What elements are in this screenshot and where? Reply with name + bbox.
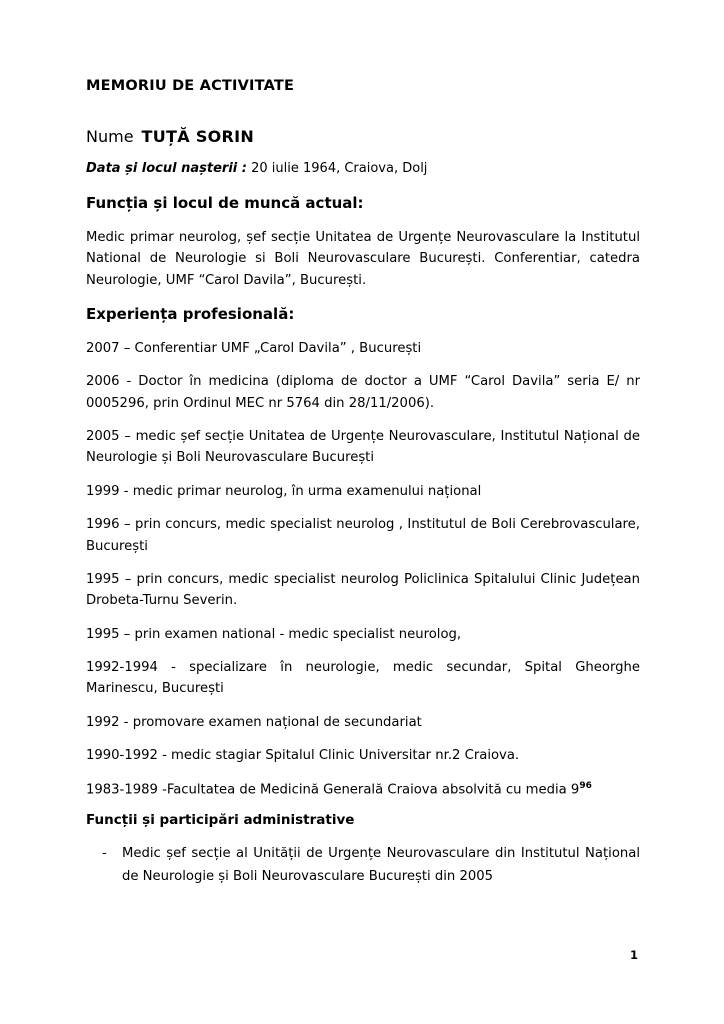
experience-entry: 1990-1992 - medic stagiar Spitalul Clinic Universitar nr.2 Craiova. [86,748,520,764]
name-label: Nume [86,127,134,147]
document-body [86,78,640,893]
position-heading: Funcția și locul de muncă actual: [86,194,364,213]
position-text: Medic primar neurolog, șef secție Unitatea de Urgențe Neurovasculare la Institutul National de Neurologie si Boli Neurovasculare București. Conferentiar, catedra Neurologie, UMF “Carol Davila”, București. [86,230,640,288]
experience-entry: 1992-1994 - specializare în neurologie, medic secundar, Spital Gheorghe Marinescu, București [86,660,640,697]
faculty-entry [86,779,640,801]
list-item-label: Medic șef secție al Unității de Urgențe Neurovasculare din Institutul Național de Neurologie și Boli Neurovasculare București din 2005 [122,846,640,884]
experience-entry: 2006 - Doctor în medicina (diploma de doctor a UMF “Carol Davila” seria E/ nr 0005296, prin Ordinul MEC nr 5764 din 28/11/2006). [86,374,640,411]
experience-entry: 1996 – prin concurs, medic specialist neurolog , Institutul de Boli Cerebrovasculare, București [86,517,640,554]
experience-entry: 2007 – Conferentiar UMF „Carol Davila” , București [86,340,422,356]
list-item [86,843,640,888]
page-number: 1 [629,948,638,962]
name-value: TUȚĂ SORIN [141,127,255,147]
faculty-entry-grade-sup: 96 [579,780,592,791]
experience-entry: 2005 – medic șef secție Unitatea de Urgențe Neurovasculare, Institutul Național de Neurologie și Boli Neurovasculare București [86,429,640,466]
birth-line [86,161,640,178]
birth-value: 20 iulie 1964, Craiova, Dolj [251,161,428,177]
experience-entry: 1995 – prin examen national - medic specialist neurolog, [86,626,462,642]
admin-list [86,843,640,888]
page-title: MEMORIU DE ACTIVITATE [86,78,295,94]
experience-entry: 1992 - promovare examen național de secundariat [86,714,422,730]
admin-heading: Funcții și participări administrative [86,812,355,829]
name-line [86,127,640,147]
dash-bullet-icon: - [102,846,107,862]
experience-entry: 1999 - medic primar neurolog, în urma examenului național [86,483,482,499]
experience-heading: Experiența profesională: [86,305,295,324]
experience-entry: 1995 – prin concurs, medic specialist neurolog Policlinica Spitalului Clinic Județean Drobeta-Turnu Severin. [86,571,640,609]
faculty-entry-text: 1983-1989 -Facultatea de Medicină Generală Craiova absolvită cu media 9 [86,781,580,797]
birth-label: Data și locul nașterii : [86,161,247,177]
